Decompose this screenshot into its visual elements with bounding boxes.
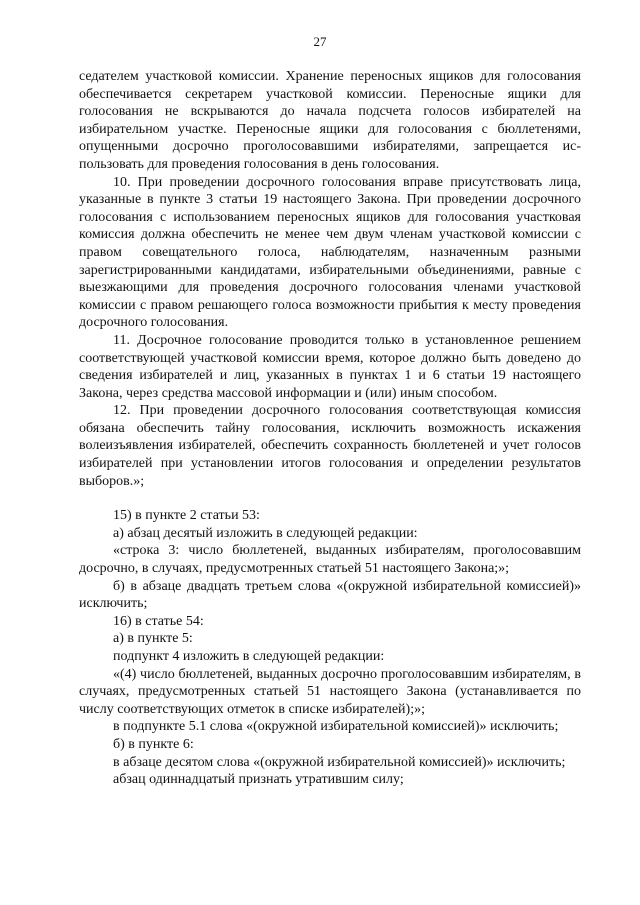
document-body <box>79 68 581 789</box>
paragraph: а) в пункте 5: <box>113 631 193 647</box>
paragraph: «(4) число бюллетеней, выданных досрочно проголосовавшим избирателям, в случаях, предусмотренных статьей 51 настоящего Закона (устанавливается по числу соответствующих отметок в списке избирателей);»; <box>79 666 581 717</box>
page-number: 27 <box>313 34 327 49</box>
paragraph: б) в пункте 6: <box>113 736 194 752</box>
paragraph-gap <box>79 490 581 507</box>
paragraph: абзац одиннадцатый признать утратившим силу; <box>113 772 404 788</box>
paragraph: в абзаце десятом слова «(окружной избирательной комиссией)» исключить; <box>113 754 566 770</box>
paragraph: а) абзац десятый изложить в следующей редакции: <box>113 525 418 541</box>
paragraph: 11. Досрочное голосование проводится только в установленное решением соответствующей участковой комиссии время, которое должно быть доведено до сведения избирателей и лиц, указанных в пунктах 1 и 6 статьи 19 настоящего Закона, через средства массовой информации и (или) иным способом. <box>79 332 581 401</box>
paragraph: б) в абзаце двадцать третьем слова «(окружной избирательной комиссией)» исключить; <box>79 578 581 612</box>
paragraph: в подпункте 5.1 слова «(окружной избирательной комиссией)» исключить; <box>113 719 559 735</box>
paragraph: подпункт 4 изложить в следующей редакции: <box>113 649 385 664</box>
paragraph: 10. При проведении досрочного голосования вправе присутствовать лица, указанные в пункте 3 статьи 19 настоящего Закона. При проведении досрочного голосования с использованием переносных ящиков для голосования участковая комиссия должна обеспечить не менее чем двум членам участковой комиссии с правом совещательного голоса, наблюдателям, назначенным разными зарегистрированными кандидатами, избирательными объединениями, равные с выезжающими для проведения досрочного голосования членами участковой комиссии с правом решающего голоса возможности прибытия к месту проведения досрочного голосования. <box>79 174 581 331</box>
paragraph: седателем участковой комиссии. Хранение переносных ящиков для голосования обеспечивается секретарем участковой комиссии. Переносные ящики для голосования не вскрываются до начала подсчета голосов избирателей на избирательном участке. Переносные ящики для голосования с бюллетенями, опущенными досрочно проголосовавшими избирателями, запрещается использовать для проведения голосования в день голосования. <box>79 69 581 172</box>
paragraph: 12. При проведении досрочного голосования соответствующая комиссия обязана обеспечить тайну голосования, исключить возможность искажения волеизъявления избирателей, обеспечить сохранность бюллетеней и учет голосов избирателей при установлении итогов голосования и определении результатов выборов.»; <box>79 403 581 489</box>
paragraph: «строка 3: число бюллетеней, выданных избирателям, проголосовавшим досрочно, в случаях, предусмотренных статьей 51 настоящего Закона;»; <box>79 543 581 577</box>
paragraph: 16) в статье 54: <box>113 613 204 629</box>
paragraph: 15) в пункте 2 статьи 53: <box>113 508 260 524</box>
